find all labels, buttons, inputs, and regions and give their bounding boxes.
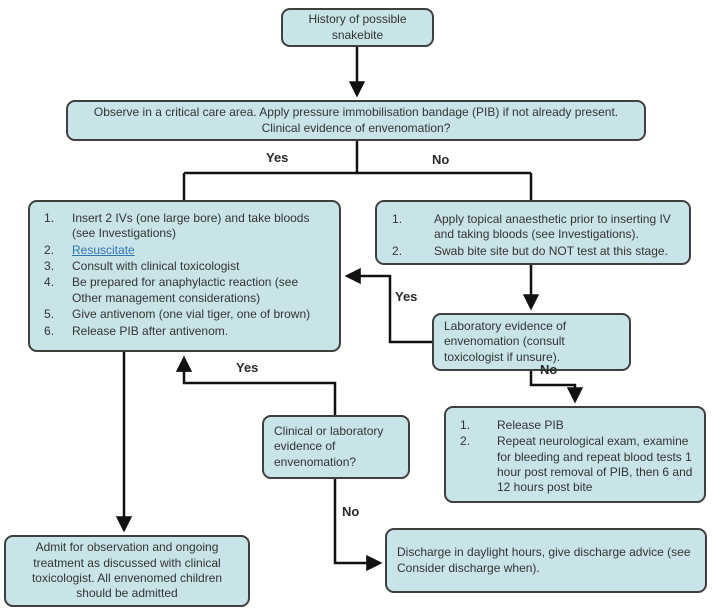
list-item: Consult with clinical toxicologist bbox=[72, 259, 240, 274]
list-item: Swab bite site but do NOT test at this stage. bbox=[434, 243, 668, 258]
yes-actions-list bbox=[30, 202, 339, 348]
node-lab-evidence-text: Laboratory evidence of envenomation (consult toxicologist if unsure). bbox=[444, 318, 567, 364]
arrow-lab-to-yesactions bbox=[347, 276, 432, 342]
node-observe-text: Observe in a critical care area. Apply pressure immobilisation bandage (PIB) if not already present. Clinical evidence of envenomation? bbox=[93, 105, 619, 135]
resuscitate-link[interactable]: Resuscitate bbox=[72, 242, 135, 257]
node-lab-evidence bbox=[432, 313, 631, 371]
node-observe bbox=[66, 100, 646, 141]
list-item: Be prepared for anaphylactic reaction (see Other management considerations) bbox=[72, 275, 299, 305]
edge-label-lab-no: No bbox=[540, 362, 558, 377]
no-actions-list bbox=[377, 202, 689, 269]
node-clin-lab-text: Clinical or laboratory evidence of envenomation? bbox=[274, 423, 384, 469]
list-item: Repeat neurological exam, examine for bleeding and repeat blood tests 1 hour post removal of PIB, then 6 and 12 hours post bite bbox=[497, 434, 693, 495]
arrow-recheck-to-yesactions bbox=[184, 358, 335, 415]
edge-label-recheck-no: No bbox=[342, 504, 360, 519]
list-item: Apply topical anaesthetic prior to inserting IV and taking bloods (see Investigations). bbox=[434, 212, 671, 242]
node-admit-text: Admit for observation and ongoing treatment as discussed with clinical toxicologist. All envenomed children should be admitted bbox=[31, 540, 223, 601]
list-item: Release PIB after antivenom. bbox=[72, 323, 229, 338]
node-discharge bbox=[385, 528, 707, 593]
edge-label-clinical-yes: Yes bbox=[266, 150, 289, 165]
node-no-actions bbox=[375, 200, 691, 265]
node-discharge-text: Discharge in daylight hours, give discharge advice (see Consider discharge when). bbox=[397, 545, 691, 575]
node-admit bbox=[4, 535, 250, 607]
list-item: Insert 2 IVs (one large bore) and take bloods (see Investigations) bbox=[72, 211, 310, 241]
node-history-text: History of possible snakebite bbox=[308, 12, 407, 42]
list-item: Release PIB bbox=[497, 418, 564, 432]
edge-label-lab-yes: Yes bbox=[395, 289, 418, 304]
node-clin-lab-evidence bbox=[262, 415, 410, 479]
node-history bbox=[281, 8, 434, 47]
arrow-recheck-to-discharge bbox=[335, 479, 380, 563]
edge-label-clinical-no: No bbox=[432, 152, 450, 167]
list-item: Give antivenom (one vial tiger, one of brown) bbox=[72, 307, 311, 322]
node-yes-actions bbox=[28, 200, 341, 352]
release-pib-list bbox=[446, 408, 704, 506]
node-release-pib bbox=[444, 406, 706, 503]
edge-label-recheck-yes: Yes bbox=[236, 360, 259, 375]
